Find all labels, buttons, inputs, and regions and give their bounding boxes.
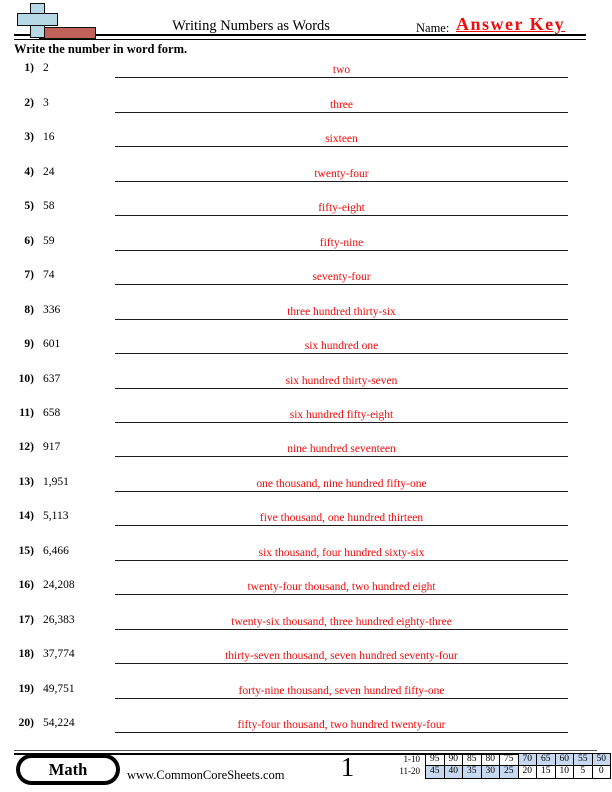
question-number: 10) [18,372,34,385]
question-number: 3) [24,131,34,144]
answer-text: five thousand, one hundred thirteen [259,512,424,525]
score-cell: 95 [426,753,445,766]
answer-line [115,336,568,354]
question-number: 17) [18,613,34,626]
subject-label: Math [20,758,116,781]
score-cell: 5 [574,766,593,779]
answer-text: twenty-six thousand, three hundred eighty-three [231,615,452,628]
question-number: 1) [24,62,34,75]
question-number: 8) [24,303,34,316]
answer-text: six hundred one [304,340,379,353]
score-cell: 25 [500,766,519,779]
question-number: 9) [24,338,34,351]
score-cell: 15 [537,766,556,779]
score-cell: 90 [444,753,463,766]
instructions-text: Write the number in word form. [14,42,188,56]
question-row [14,474,598,494]
answer-text: forty-nine thousand, seven hundred fifty-one [238,684,445,697]
answer-text: three [330,98,353,111]
question-number: 4) [24,165,34,178]
question-number: 20) [18,717,34,730]
answer-line [115,302,568,320]
answer-line [115,474,568,492]
answer-line [115,612,568,630]
score-cell: 0 [592,766,611,779]
score-cell: 10 [555,766,574,779]
question-row [14,267,598,287]
website-text: www.CommonCoreSheets.com [127,768,285,782]
answer-text: fifty-nine [319,236,364,249]
question-value: 658 [43,407,61,419]
answer-text: seventy-four [312,271,371,284]
score-cell: 50 [592,753,611,766]
question-value: 49,751 [43,682,75,695]
score-cell: 35 [463,766,482,779]
score-range-label: 1-10 [403,753,420,764]
answer-line [115,267,568,285]
answer-line [115,439,568,457]
question-number: 2) [24,96,34,109]
footer-rule-thin [14,750,597,751]
answer-text: fifty-four thousand, two hundred twenty-four [237,719,446,732]
answer-line [115,129,568,147]
question-row [14,129,598,149]
question-number: 16) [18,579,34,592]
score-cell: 70 [518,753,537,766]
question-row [14,60,598,80]
answer-line [115,715,568,733]
answer-text: three hundred thirty-six [287,305,396,318]
answer-text: sixteen [325,133,358,146]
question-row [14,405,598,425]
question-value: 37,774 [43,648,75,661]
answer-line [115,198,568,216]
question-number: 7) [24,269,34,282]
question-number: 18) [18,648,34,661]
page-title: Writing Numbers as Words [172,18,330,34]
question-value: 24 [43,165,55,178]
score-cell: 85 [463,753,482,766]
question-value: 917 [43,441,61,454]
question-value: 5,113 [43,510,69,523]
question-number: 5) [24,200,34,213]
question-number: 19) [18,682,34,695]
question-value: 2 [43,62,49,75]
question-number: 6) [24,234,34,247]
answer-text: fifty-eight [318,202,365,215]
question-row [14,646,598,666]
question-row [14,543,598,563]
score-table [370,753,611,779]
question-value: 16 [43,131,55,144]
answer-text: one thousand, nine hundred fifty-one [256,477,427,490]
question-value: 1,951 [43,475,69,488]
question-value: 24,208 [43,579,75,592]
question-row [14,371,598,391]
score-cell: 55 [574,753,593,766]
answer-text: six thousand, four hundred sixty-six [258,546,425,559]
score-cell: 45 [426,766,445,779]
question-number: 15) [18,544,34,557]
score-cell: 65 [537,753,556,766]
answer-line [115,577,568,595]
score-range-label: 11-20 [399,766,420,776]
red-bar-icon [39,27,96,39]
answer-key-text: Answer Key [456,14,566,34]
subject-badge [16,754,120,785]
question-value: 601 [43,338,61,351]
answer-line [115,233,568,251]
answer-text: twenty-four [314,167,369,180]
question-number: 13) [18,475,34,488]
question-value: 637 [43,372,61,385]
question-value: 6,466 [43,544,69,557]
question-row [14,336,598,356]
score-cell: 75 [500,753,519,766]
answer-line [115,164,568,182]
question-row [14,715,598,735]
question-value: 3 [43,96,49,109]
score-cell: 30 [481,766,500,779]
answer-line [115,371,568,389]
question-row [14,681,598,701]
question-number: 11) [19,407,34,419]
score-cell: 80 [481,753,500,766]
question-value: 26,383 [43,613,75,626]
answer-line [115,95,568,113]
name-label: Name: [416,21,450,35]
question-row [14,198,598,218]
question-value: 74 [43,269,55,282]
answer-text: six hundred fifty-eight [289,409,394,421]
question-row [14,612,598,632]
question-number: 12) [18,441,34,454]
answer-line [115,646,568,664]
question-row [14,577,598,597]
question-row [14,439,598,459]
answer-text: twenty-four thousand, two hundred eight [247,581,436,594]
question-number: 14) [18,510,34,523]
commoncoresheets-logo [14,3,104,41]
page-number: 1 [340,752,355,782]
answer-line [115,681,568,699]
answer-text: six hundred thirty-seven [285,374,398,387]
score-row [370,753,611,766]
question-row [14,302,598,322]
question-value: 58 [43,200,55,213]
answer-text: two [332,64,351,77]
question-value: 59 [43,234,55,247]
answer-text: thirty-seven thousand, seven hundred seventy-four [225,650,458,663]
question-row [14,508,598,528]
question-value: 336 [43,303,61,316]
question-value: 54,224 [43,717,75,730]
answer-line [115,60,568,78]
answer-line [115,508,568,526]
answer-line [115,405,568,423]
question-row [14,233,598,253]
score-row [370,766,611,779]
score-cell: 60 [555,753,574,766]
answer-text: nine hundred seventeen [287,443,396,456]
question-row [14,164,598,184]
question-row [14,95,598,115]
answer-line [115,543,568,561]
score-cell: 20 [518,766,537,779]
score-cell: 40 [444,766,463,779]
